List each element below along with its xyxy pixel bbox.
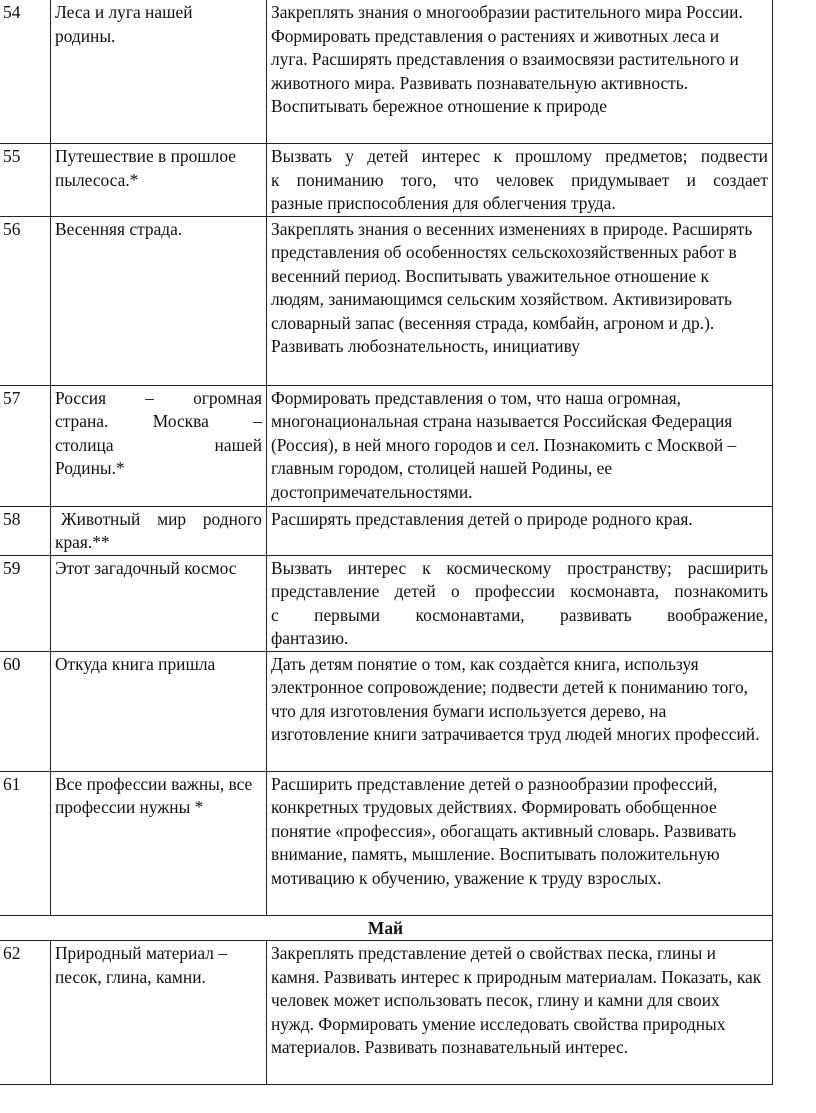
topic-line: столица нашей: [55, 434, 262, 455]
topic-line: Родины.*: [55, 458, 125, 478]
lesson-topic: Весенняя страда.: [51, 216, 267, 385]
lesson-topic: Леса и луга нашей родины.: [51, 0, 267, 144]
lesson-number: 62: [0, 941, 51, 1085]
topic-line: страна. Москва –: [55, 411, 262, 431]
lesson-goal: Расширить представление детей о разнообразии профессий, конкретных трудовых действиях. Формировать обобщенное понятие «профессия», обогащать активный словарь. Развивать внимание, память, мышление. Воспитывать положительную мотивацию к обучению, уважение к труду взрослых.: [267, 771, 773, 915]
lesson-topic: Природный материал – песок, глина, камни.: [51, 941, 267, 1085]
topic-line: края.**: [55, 532, 110, 552]
table-row: [0, 216, 773, 385]
table-row: [0, 506, 773, 555]
lesson-number: 57: [0, 385, 51, 506]
lesson-goal: Дать детям понятие о том, как создаѐтся книга, используя электронное сопровождение; подвести детей к пониманию того, что для изготовления бумаги используется дерево, на изготовление книги затрачивается труд людей многих профессий.: [267, 651, 773, 771]
lesson-number: 58: [0, 506, 51, 555]
table-row: [0, 555, 773, 651]
month-heading: Май: [0, 915, 773, 941]
lesson-number: 56: [0, 216, 51, 385]
goal-line: разные приспособления для облегчения труда.: [271, 193, 616, 213]
lesson-topic: Откуда книга пришла: [51, 651, 267, 771]
lesson-goal: Закреплять знания о многообразии растительного мира России. Формировать представления о растениях и животных леса и луга. Расширять представления о взаимосвязи растительного и животного мира. Развивать познавательную активность. Воспитывать бережное отношение к природе: [267, 0, 773, 144]
goal-line: Вызвать интерес к космическому пространству; расширить: [271, 557, 768, 578]
lesson-topic: Этот загадочный космос: [51, 555, 267, 651]
lesson-goal: [267, 555, 773, 651]
lesson-goal: Расширять представления детей о природе родного края.: [267, 506, 773, 555]
topic-line: Животный мир родного: [61, 508, 262, 529]
lesson-number: 54: [0, 0, 51, 144]
lesson-goal: Формировать представления о том, что наша огромная, многонациональная страна называется Российская Федерация (Россия), в ней много городов и сел. Познакомить с Москвой – главным городом, столицей нашей Родины, ее достопримечательностями.: [267, 385, 773, 506]
goal-line: к пониманию того, что человек придумывает и создает: [271, 169, 768, 190]
lesson-topic: Все профессии важны, все профессии нужны *: [51, 771, 267, 915]
goal-line: с первыми космонавтами, развивать воображение,: [271, 604, 768, 625]
table-row: [0, 651, 773, 771]
month-row: [0, 915, 773, 941]
table-row: [0, 144, 773, 217]
lesson-topic: Путешествие в прошлое пылесоса.*: [51, 144, 267, 217]
lesson-goal: Закреплять знания о весенних изменениях в природе. Расширять представления об особенностях сельскохозяйственных работ в весенний период. Воспитывать уважительное отношение к людям, занимающимся сельским хозяйством. Активизировать словарный запас (весенняя страда, комбайн, агроном и др.). Развивать любознательность, инициативу: [267, 216, 773, 385]
lesson-number: 60: [0, 651, 51, 771]
lesson-topic: [51, 385, 267, 506]
lesson-topic: [51, 506, 267, 555]
lesson-goal: Закреплять представление детей о свойствах песка, глины и камня. Развивать интерес к природным материалам. Показать, как человек может использовать песок, глину и камни для своих нужд. Формировать умение исследовать свойства природных материалов. Развивать познавательный интерес.: [267, 941, 773, 1085]
lesson-goal: [267, 144, 773, 217]
lesson-number: 59: [0, 555, 51, 651]
table-row: [0, 385, 773, 506]
goal-line: Вызвать у детей интерес к прошлому предметов; подвести: [271, 146, 768, 166]
lesson-number: 61: [0, 771, 51, 915]
topic-line: Россия – огромная: [55, 387, 262, 408]
table-row: [0, 941, 773, 1085]
table-row: [0, 771, 773, 915]
goal-line: представление детей о профессии космонавта, познакомить: [271, 581, 768, 601]
table-row: [0, 0, 773, 144]
lesson-number: 55: [0, 144, 51, 217]
goal-line: фантазию.: [271, 628, 349, 648]
